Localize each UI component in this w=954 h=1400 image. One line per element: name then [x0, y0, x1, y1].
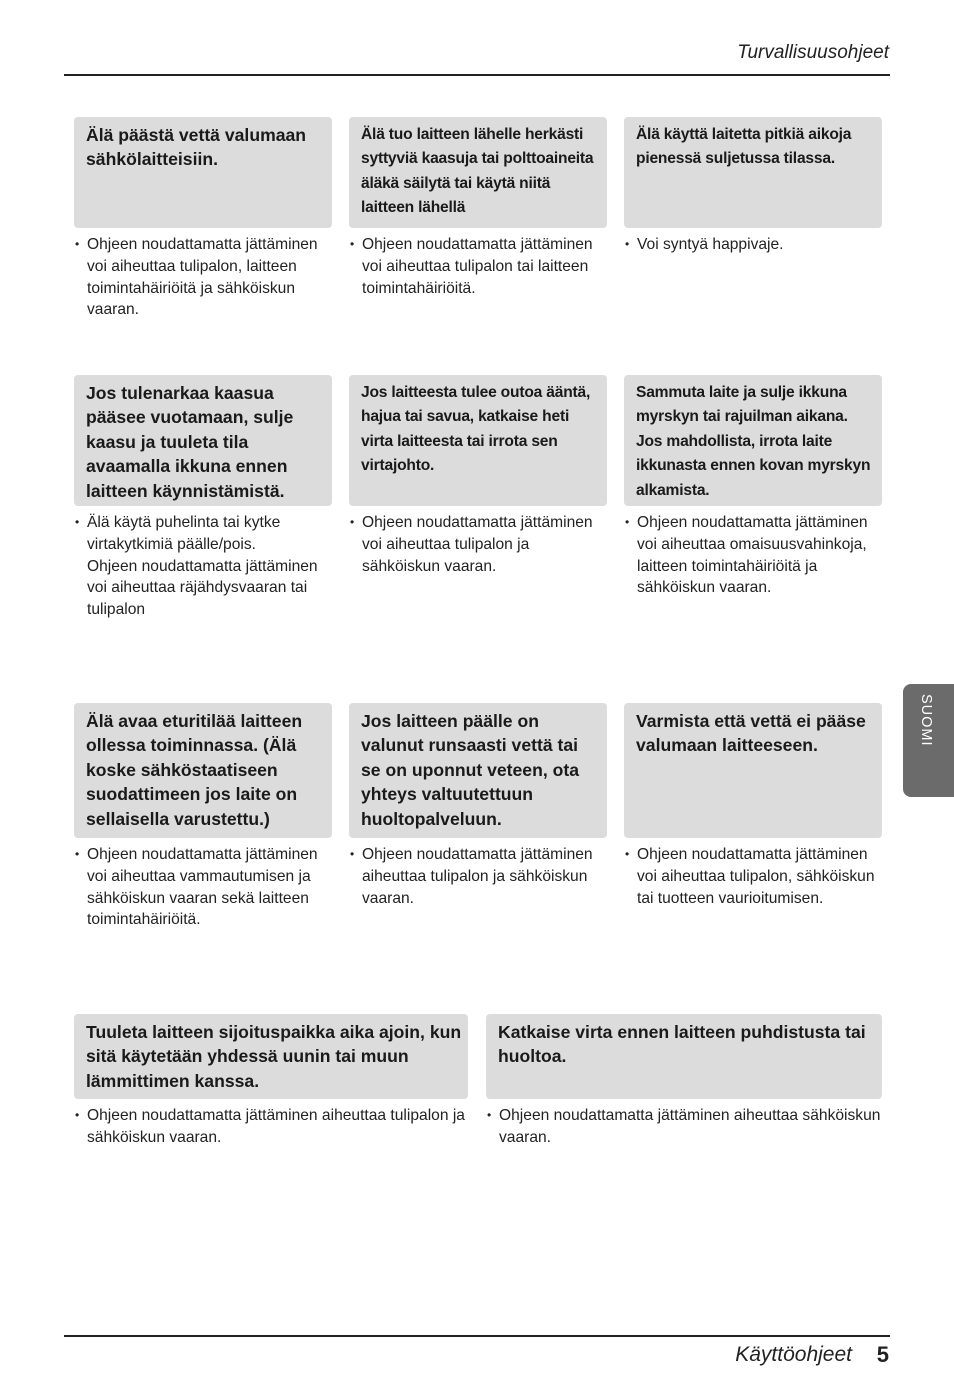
consequence-list	[624, 512, 882, 599]
instruction-row-2	[74, 375, 882, 621]
consequence-item: • Ohjeen noudattamatta jättäminen voi aiheuttaa tulipalon, laitteen toimintahäiriöitä ja sähköiskun vaaran.	[74, 234, 332, 321]
consequence-text: Älä käytä puhelinta tai kytke virtakytkimiä päälle/pois.	[87, 514, 281, 553]
consequence-list	[349, 234, 607, 299]
warning-title: Älä käyttä laitetta pitkiä aikoja pienessä suljetussa tilassa.	[624, 117, 882, 228]
header-rule	[64, 74, 890, 76]
consequence-item: • Ohjeen noudattamatta jättäminen voi aiheuttaa vammautumisen ja sähköiskun vaaran sekä laitteen toimintahäiriöitä.	[74, 844, 332, 931]
instruction-card	[624, 117, 882, 321]
consequence-list	[74, 234, 332, 321]
instruction-card	[74, 703, 332, 931]
warning-title: Älä tuo laitteen lähelle herkästi syttyviä kaasuja tai polttoaineita äläkä säilytä tai käytä niitä laitteen lähellä	[349, 117, 607, 228]
instruction-card	[74, 1014, 468, 1149]
instruction-row-1	[74, 117, 882, 321]
instruction-card	[349, 375, 607, 621]
consequence-item: • Ohjeen noudattamatta jättäminen aiheuttaa tulipalon ja sähköiskun vaaran.	[74, 1105, 468, 1149]
warning-title: Varmista että vettä ei pääse valumaan laitteeseen.	[624, 703, 882, 838]
consequence-list	[349, 844, 607, 909]
consequence-item: • Ohjeen noudattamatta jättäminen voi aiheuttaa tulipalon tai laitteen toimintahäiriöitä.	[349, 234, 607, 299]
page-number: 5	[876, 1342, 889, 1367]
warning-title: Sammuta laite ja sulje ikkuna myrskyn tai rajuilman aikana. Jos mahdollista, irrota laite ikkunasta ennen kovan myrskyn alkamista.	[624, 375, 882, 506]
warning-title: Jos tulenarkaa kaasua pääsee vuotamaan, sulje kaasu ja tuuleta tila avaamalla ikkuna ennen laitteen käynnistämistä.	[74, 375, 332, 506]
instruction-card	[486, 1014, 882, 1149]
instruction-card	[349, 117, 607, 321]
consequence-list	[624, 844, 882, 909]
consequence-list	[74, 844, 332, 931]
consequence-list	[349, 512, 607, 577]
warning-title: Tuuleta laitteen sijoituspaikka aika ajoin, kun sitä käytetään yhdessä uunin tai muun lämmittimen kanssa.	[74, 1014, 468, 1099]
consequence-item	[74, 512, 332, 621]
warning-title: Älä päästä vettä valumaan sähkölaitteisiin.	[74, 117, 332, 228]
instruction-row-4	[74, 1014, 882, 1149]
consequence-list	[74, 1105, 468, 1149]
consequence-continuation: Ohjeen noudattamatta jättäminen voi aiheuttaa räjähdysvaaran tai tulipalon	[87, 557, 318, 619]
language-tab-label: SUOMI	[918, 694, 934, 747]
consequence-item: • Voi syntyä happivaje.	[624, 234, 882, 256]
instruction-card	[624, 703, 882, 931]
instruction-card	[349, 703, 607, 931]
warning-title: Jos laitteesta tulee outoa ääntä, hajua tai savua, katkaise heti virta laitteesta tai irrota sen virtajohto.	[349, 375, 607, 506]
header-title: Turvallisuusohjeet	[737, 42, 889, 63]
instruction-card	[624, 375, 882, 621]
warning-title: Jos laitteen päälle on valunut runsaasti vettä tai se on uponnut veteen, ota yhteys valtuutettuun huoltopalveluun.	[349, 703, 607, 838]
consequence-item: • Ohjeen noudattamatta jättäminen voi aiheuttaa tulipalon, sähköiskun tai tuotteen vaurioitumisen.	[624, 844, 882, 909]
footer-rule	[64, 1335, 890, 1337]
instruction-card	[74, 375, 332, 621]
warning-title: Katkaise virta ennen laitteen puhdistusta tai huoltoa.	[486, 1014, 882, 1099]
instruction-card	[74, 117, 332, 321]
consequence-item: • Ohjeen noudattamatta jättäminen aiheuttaa sähköiskun vaaran.	[486, 1105, 882, 1149]
consequence-item: • Ohjeen noudattamatta jättäminen voi aiheuttaa tulipalon ja sähköiskun vaaran.	[349, 512, 607, 577]
warning-title: Älä avaa eturitilää laitteen ollessa toiminnassa. (Älä koske sähköstaatiseen suodattimeen jos laite on sellaisella varustettu.)	[74, 703, 332, 838]
consequence-item: • Ohjeen noudattamatta jättäminen voi aiheuttaa omaisuusvahinkoja, laitteen toimintahäiriöitä ja sähköiskun vaaran.	[624, 512, 882, 599]
consequence-list	[486, 1105, 882, 1149]
instruction-row-3	[74, 703, 882, 931]
footer-title: Käyttöohjeet	[735, 1343, 852, 1366]
consequence-list	[624, 234, 882, 256]
consequence-list	[74, 512, 332, 621]
language-tab	[903, 684, 954, 797]
consequence-item: • Ohjeen noudattamatta jättäminen aiheuttaa tulipalon ja sähköiskun vaaran.	[349, 844, 607, 909]
